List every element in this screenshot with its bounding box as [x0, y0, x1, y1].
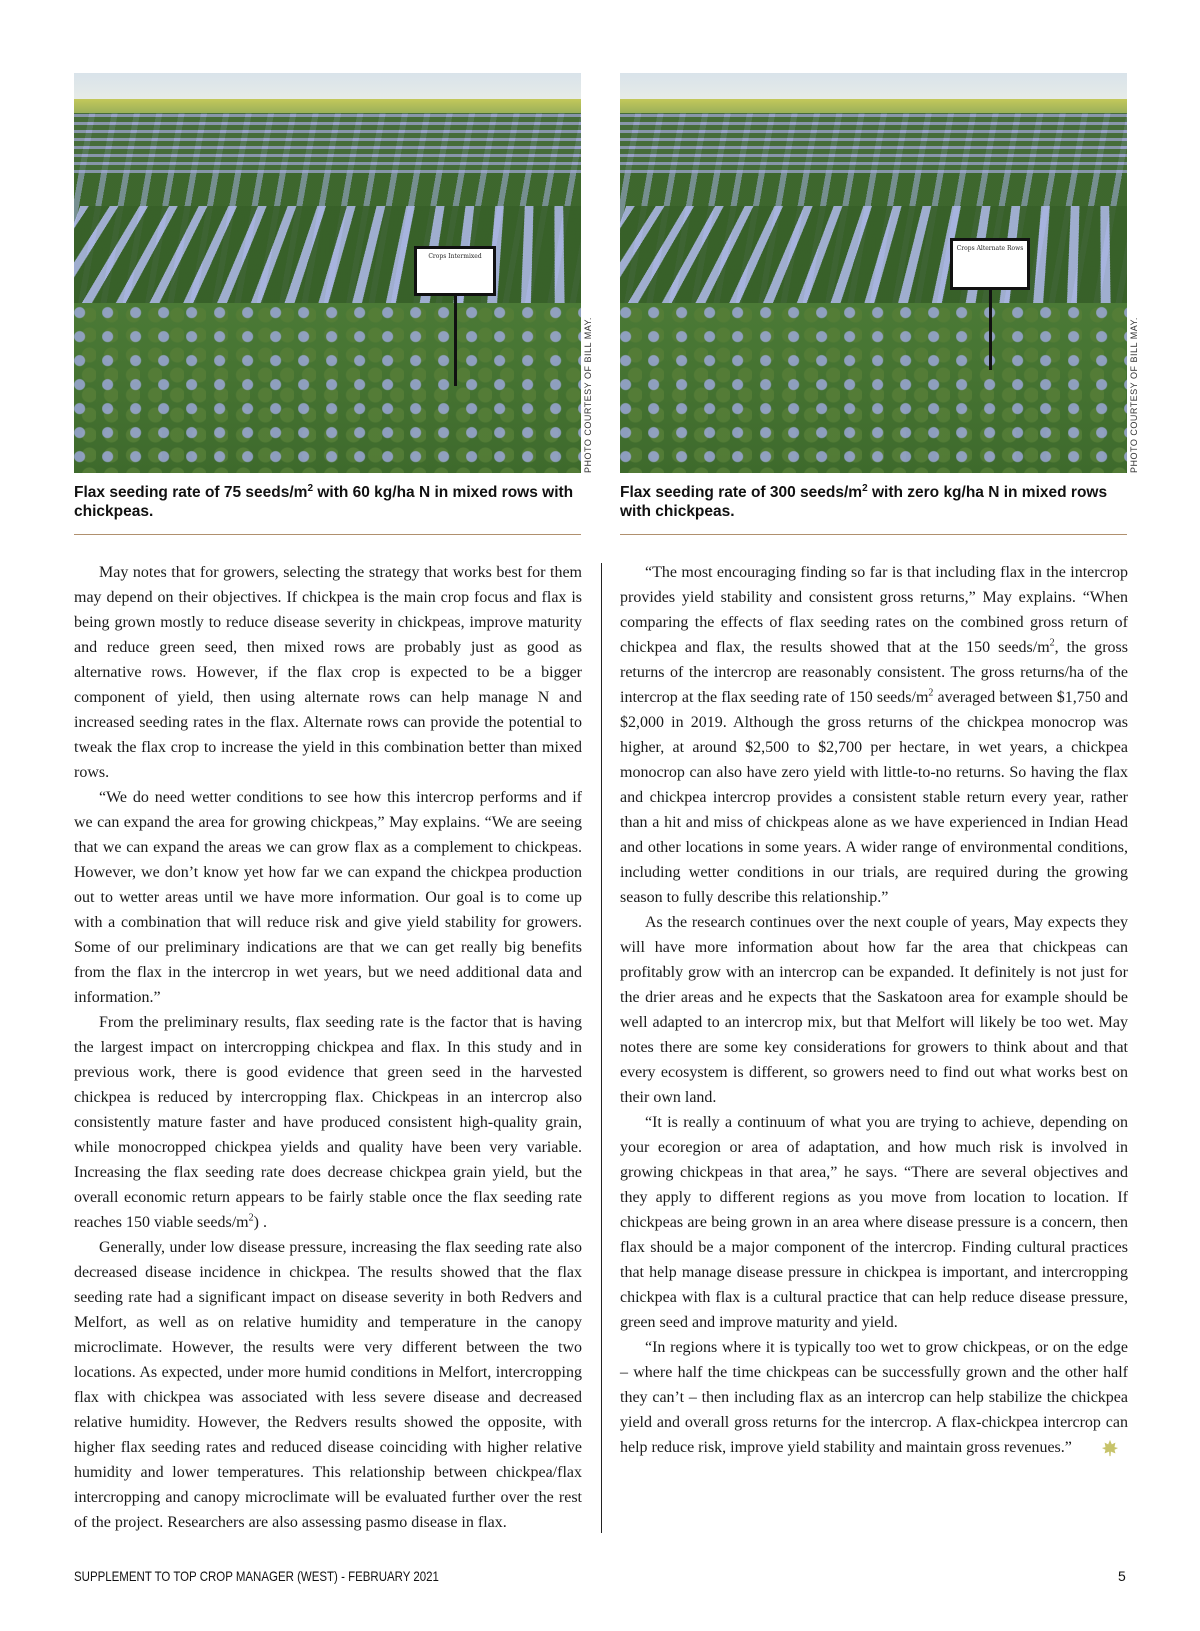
- article-paragraph: May notes that for growers, selecting the strategy that works best for them may depend on their objectives. If chickpea is the main crop focus and flax is being grown mostly to reduce disease severity in chickpeas, improve maturity and reduce green seed, then mixed rows are probably just as good as alternative rows. However, if the flax crop is expected to be a bigger component of yield, then using alternate rows can help manage N and increased seeding rates in the flax. Alternate rows can provide the potential to tweak the flax crop to increase the yield in this combination better than mixed rows.: [74, 564, 582, 781]
- article-paragraph: From the preliminary results, flax seeding rate is the factor that is having the largest impact on intercropping chickpea and flax. In this study and in previous work, there is good evidence that green seed in the harvested chickpea is reduced by intercropping flax. Chickpeas in an intercrop also consistently mature faster and have produced consistent high-quality grain, while monocropped chickpea yields and quality have been very variable. Increasing the flax seeding rate does decrease chickpea grain yield, but the overall economic return appears to be fairly stable once the flax seeding rate reaches 150 viable seeds/$m^2$) .: [74, 1014, 582, 1231]
- photo-far-field: [620, 113, 1127, 173]
- caption-divider: [620, 534, 1127, 535]
- article-paragraph: Generally, under low disease pressure, increasing the flax seeding rate also decreased disease incidence in chickpea. The results showed that the flax seeding rate had a significant impact on disease severity in both Redvers and Melfort, as well as on relative humidity and temperature in the canopy microclimate. However, the results were very different between the two locations. As expected, under more humid conditions in Melfort, intercropping flax with chickpea was associated with less severe disease and decreased relative humidity. However, the Redvers results showed the opposite, with higher flax seeding rates and reduced disease coinciding with higher relative humidity and lower temperatures. This relationship between chickpea/flax intercropping and canopy microclimate will be evaluated further over the rest of the project. Researchers are also assessing pasmo disease in flax.: [74, 1239, 582, 1531]
- photo-foreground: [620, 303, 1127, 473]
- article-column-right: [620, 560, 1128, 1460]
- photo-sky: [620, 73, 1127, 99]
- publication-footer: SUPPLEMENT TO TOP CROP MANAGER (WEST) - FEBRUARY 2021: [74, 1568, 439, 1584]
- photo-caption-left: Flax seeding rate of 75 seeds/$m^2$ with 60 kg/ha N in mixed rows with chickpeas.: [74, 482, 574, 520]
- article-paragraph: “The most encouraging finding so far is that including flax in the intercrop provides yield stability and consistent gross returns,” May explains. “When comparing the effects of flax seeding rates on the combined gross return of chickpea and flax, the results showed that at the 150 seeds/$m^2$, the gross returns of the intercrop are reasonably consistent. The gross returns/ha of the intercrop at the flax seeding rate of 150 seeds/$m^2$ averaged between $1,750 and $2,000 in 2019. Although the gross returns of the chickpea monocrop was higher, at around $2,500 to $2,700 per hectare, in wet years, a chickpea monocrop can also have zero yield with little-to-no returns. So having the flax and chickpea intercrop provides a consistent stable return every year, rather than a hit and miss of chickpeas alone as we have experienced in Indian Head and other locations in some years. A wider range of environmental conditions, including wetter conditions in our trials, are required during the growing season to fully describe this relationship.”: [620, 564, 1128, 906]
- field-sign-title: Crops Alternate Rows: [956, 245, 1024, 252]
- photo-caption-right: Flax seeding rate of 300 seeds/$m^2$ with zero kg/ha N in mixed rows with chickpeas.: [620, 482, 1108, 520]
- photo-far-field: [74, 113, 581, 173]
- photo-sky: [74, 73, 581, 99]
- photo-flax-mixed-rows-75: [74, 73, 581, 473]
- article-paragraph: “We do need wetter conditions to see how this intercrop performs and if we can expand the area for growing chickpeas,” May explains. “We are seeing that we can expand the areas we can grow flax as a complement to chickpeas. However, we don’t know yet how far we can expand the chickpea production out to wetter areas until we have more information. Our goal is to come up with a combination that will reduce risk and give yield stability for growers. Some of our preliminary indications are that we can get really big benefits from the flax in the intercrop in wet years, but we need additional data and information.”: [74, 789, 582, 1006]
- photo-foreground: [74, 303, 581, 473]
- field-sign-title: Crops Intermixed: [428, 253, 482, 260]
- article-column-left: [74, 560, 582, 1535]
- photo-credit-left: PHOTO COURTESY OF BILL MAY.: [583, 317, 593, 473]
- field-sign: [414, 246, 496, 296]
- article-paragraph: “In regions where it is typically too wet to grow chickpeas, or on the edge – where half the time chickpeas can be successfully grown and the other half they can’t – then including flax as an intercrop can help stabilize the chickpea yield and overall gross returns for the intercrop. A flax-chickpea intercrop can help reduce risk, improve yield stability and maintain gross revenues.”: [620, 1339, 1128, 1456]
- sign-post: [454, 296, 457, 386]
- photo-horizon: [620, 99, 1127, 113]
- maple-leaf-icon: [1076, 1439, 1094, 1457]
- field-sign: [950, 238, 1030, 290]
- column-divider: [601, 563, 602, 1533]
- photo-flax-alternate-rows-300: [620, 73, 1127, 473]
- article-paragraph: As the research continues over the next couple of years, May expects they will have more information about how far the area that chickpeas can profitably grow with an intercrop can be expanded. It definitely is not just for the drier areas and he expects that the Saskatoon area for example should be well adapted to an intercrop mix, but that Melfort will likely be too wet. May notes there are some key considerations for growers to think about and that every ecosystem is different, so growers need to find out what works best on their own land.: [620, 914, 1128, 1106]
- caption-divider: [74, 534, 581, 535]
- photo-horizon: [74, 99, 581, 113]
- photo-credit-right: PHOTO COURTESY OF BILL MAY.: [1129, 317, 1139, 473]
- article-paragraph: “It is really a continuum of what you are trying to achieve, depending on your ecoregion or area of adaptation, and how much risk is involved in growing chickpeas in that area,” he says. “There are several objectives and they apply to different regions as you move from location to location. If chickpeas are being grown in an area where disease pressure is a concern, then flax should be a major component of the intercrop. Finding cultural practices that help manage disease pressure in chickpea is important, and intercropping chickpea with flax is a cultural practice that can help reduce disease pressure, green seed and improve maturity and yield.: [620, 1114, 1128, 1331]
- sign-post: [989, 290, 992, 370]
- page-number: 5: [1118, 1568, 1126, 1584]
